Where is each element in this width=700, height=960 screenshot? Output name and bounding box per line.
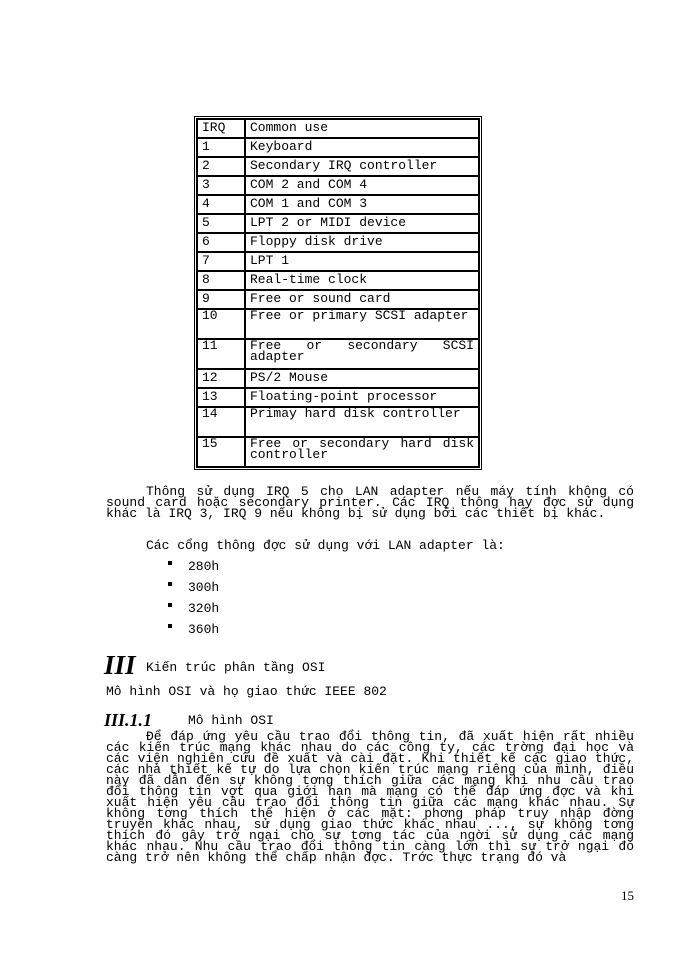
table-row	[197, 252, 479, 271]
irq-number: 15	[197, 437, 245, 467]
irq-common-use: Floating-point processor	[245, 388, 479, 407]
table-row	[197, 437, 479, 467]
irq-common-use: PS/2 Mouse	[245, 369, 479, 388]
table-row	[197, 369, 479, 388]
table-header-row	[197, 119, 479, 138]
irq-table	[194, 116, 482, 470]
irq-common-use: COM 1 and COM 3	[245, 195, 479, 214]
table-row	[197, 290, 479, 309]
table-row	[197, 195, 479, 214]
irq-common-use: Secondary IRQ controller	[245, 157, 479, 176]
paragraph-irq-usage: Thông sử dụng IRQ 5 cho LAN adapter nếu máy tính không có sound card hoặc secondary printer. Các IRQ thông hay đợc sử dụng khác là IRQ 3, IRQ 9 nếu không bị sử dụng bởi các thiết bị khác.	[106, 484, 634, 521]
table-row	[197, 388, 479, 407]
subsection-title: Mô hình OSI	[188, 713, 274, 728]
list-item: 280h	[168, 556, 219, 577]
list-item: 360h	[168, 619, 219, 640]
section-title: Kiến trúc phân tầng OSI	[146, 660, 326, 675]
irq-common-use: Free or sound card	[245, 290, 479, 309]
irq-number: 2	[197, 157, 245, 176]
irq-common-use: Free or secondary SCSI adapter	[245, 339, 479, 369]
subtitle: Mô hình OSI và họ giao thức IEEE 802	[106, 684, 387, 699]
table-row	[197, 214, 479, 233]
irq-number: 8	[197, 271, 245, 290]
irq-number: 10	[197, 309, 245, 339]
irq-number: 11	[197, 339, 245, 369]
irq-common-use: Free or primary SCSI adapter	[245, 309, 479, 339]
bullet-icon	[168, 582, 172, 586]
table-row	[197, 407, 479, 437]
irq-number: 5	[197, 214, 245, 233]
irq-number: 6	[197, 233, 245, 252]
bullet-icon	[168, 624, 172, 628]
subsection-number: III.1.1	[104, 710, 153, 730]
irq-number: 7	[197, 252, 245, 271]
irq-number: 12	[197, 369, 245, 388]
paragraph-osi: Để đáp ứng yêu cầu trao đổi thông tin, đã xuất hiện rất nhiều các kiến trúc mạng khác nhau do các công ty, các trờng đại học và các viện nghiên cứu đề xuất và cài đặt. Khi thiết kế các giao thức, các nhà thiết kế tự do lựa chọn kiến trúc mạng riêng của mình, điều này đã dẫn đến sự không tơng thích giữa các mạng khi nhu cầu trao đổi thông tin vợt qua giới hạn mà mạng có thể đáp ứng đợc và khi xuất hiện yêu cầu trao đổi thông tin giữa các mạng khác nhau. Sự không tơng thích thể hiện ở các mặt: phơng pháp truy nhập đờng truyền khác nhau, sử dụng giao thức khác nhau ..., sự không tơng thích đó gây trở ngại cho sự tơng tác của ngời sử dụng các mạng khác nhau. Nhu cầu trao đổi thông tin càng lớn thì sự trở ngại đó càng trở nên không thể chấp nhận đợc. Trớc thực trạng đó và	[106, 729, 634, 865]
irq-common-use: Real-time clock	[245, 271, 479, 290]
irq-common-use: Free or secondary hard disk controller	[245, 437, 479, 467]
irq-common-use: LPT 2 or MIDI device	[245, 214, 479, 233]
port-list	[168, 556, 219, 640]
table-row	[197, 176, 479, 195]
irq-common-use: Primay hard disk controller	[245, 407, 479, 437]
header-irq: IRQ	[197, 119, 245, 138]
table-row	[197, 138, 479, 157]
table-row	[197, 309, 479, 339]
irq-number: 1	[197, 138, 245, 157]
header-common-use: Common use	[245, 119, 479, 138]
bullet-icon	[168, 561, 172, 565]
table-row	[197, 157, 479, 176]
page-number: 15	[621, 888, 634, 903]
irq-common-use: Keyboard	[245, 138, 479, 157]
table-row	[197, 233, 479, 252]
irq-common-use: COM 2 and COM 4	[245, 176, 479, 195]
table-row	[197, 271, 479, 290]
irq-number: 3	[197, 176, 245, 195]
irq-common-use: LPT 1	[245, 252, 479, 271]
irq-number: 14	[197, 407, 245, 437]
irq-number: 13	[197, 388, 245, 407]
ports-intro: Các cổng thông đợc sử dụng với LAN adapter là:	[146, 538, 505, 553]
irq-number: 9	[197, 290, 245, 309]
list-item: 300h	[168, 577, 219, 598]
bullet-icon	[168, 603, 172, 607]
section-number: III	[104, 650, 136, 680]
irq-number: 4	[197, 195, 245, 214]
irq-common-use: Floppy disk drive	[245, 233, 479, 252]
list-item: 320h	[168, 598, 219, 619]
table-row	[197, 339, 479, 369]
